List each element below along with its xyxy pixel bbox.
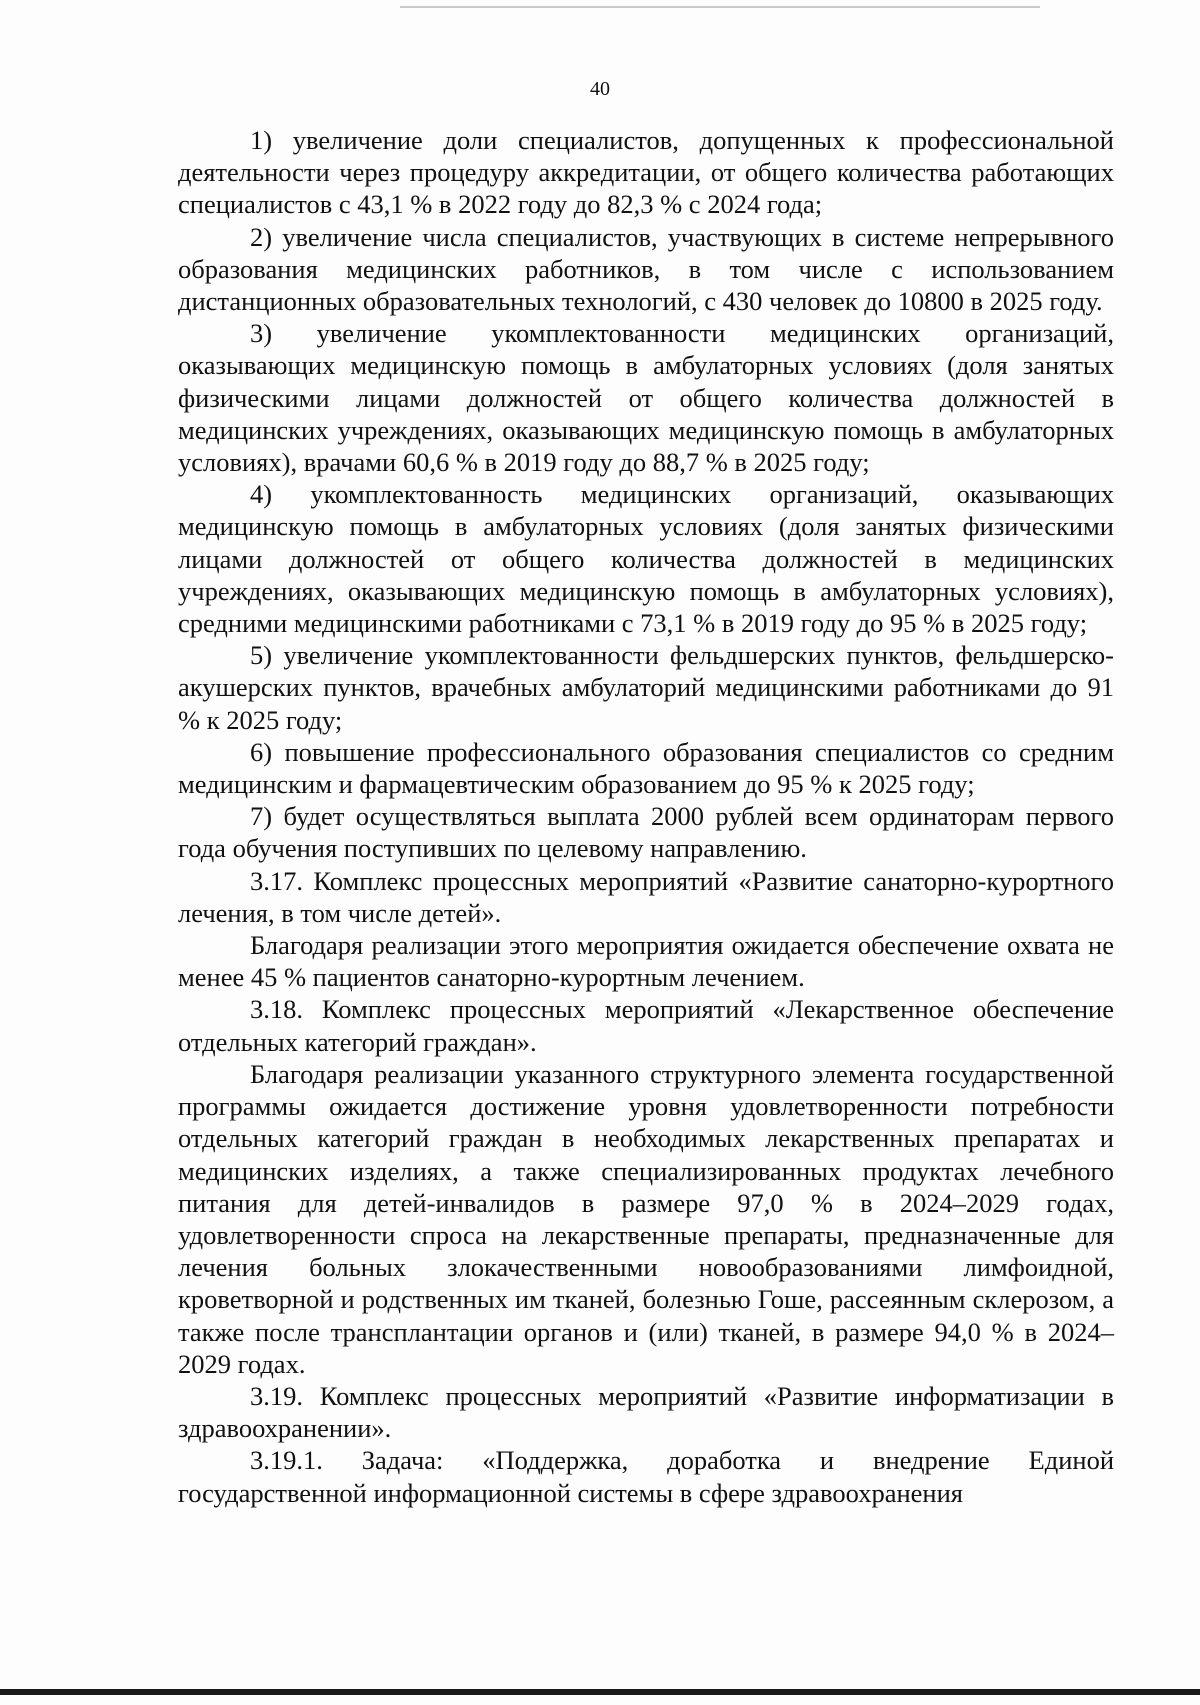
section-task-3-19-1: 3.19.1. Задача: «Поддержка, доработка и внедрение Единой государственной информационной системы в сфере здравоохранения bbox=[178, 1445, 1114, 1508]
paragraph-3-18-result: Благодаря реализации указанного структурного элемента государственной программы ожидается достижение уровня удовлетворенности потребности отдельных категорий граждан в необходимых лекарственных препаратах и медицинских изделиях, а также специализированных продуктах лечебного питания для детей-инвалидов в размере 97,0 % в 2024–2029 годах, удовлетворенности спроса на лекарственные препараты, предназначенные для лечения больных злокачественными новообразованиями лимфоидной, кроветворной и родственных им тканей, болезнью Гоше, рассеянным склерозом, а также после трансплантации органов и (или) тканей, в размере 94,0 % в 2024–2029 годах. bbox=[178, 1058, 1114, 1379]
paragraph-item-4: 4) укомплектованность медицинских организаций, оказывающих медицинскую помощь в амбулаторных условиях (доля занятых физическими лицами должностей от общего количества должностей в медицинских учреждениях, оказывающих медицинскую помощь в амбулаторных условиях), средними медицинскими работниками с 73,1 % в 2019 году до 95 % в 2025 году; bbox=[178, 479, 1114, 639]
paragraph-item-3: 3) увеличение укомплектованности медицинских организаций, оказывающих медицинскую помощь в амбулаторных условиях (доля занятых физическими лицами должностей от общего количества должностей в медицинских учреждениях, оказывающих медицинскую помощь в амбулаторных условиях), врачами 60,6 % в 2019 году до 88,7 % в 2025 году; bbox=[178, 318, 1114, 478]
document-body bbox=[178, 124, 1114, 1509]
scan-edge-bottom bbox=[0, 1689, 1200, 1695]
section-heading-3-17: 3.17. Комплекс процессных мероприятий «Развитие санаторно-курортного лечения, в том числе детей». bbox=[178, 865, 1114, 928]
scan-edge-top bbox=[400, 6, 1040, 8]
paragraph-3-17-result: Благодаря реализации этого мероприятия ожидается обеспечение охвата не менее 45 % пациентов санаторно-курортным лечением. bbox=[178, 930, 1114, 993]
section-heading-3-18: 3.18. Комплекс процессных мероприятий «Лекарственное обеспечение отдельных категорий граждан». bbox=[178, 994, 1114, 1057]
paragraph-item-1: 1) увеличение доли специалистов, допущенных к профессиональной деятельности через процедуру аккредитации, от общего количества работающих специалистов с 43,1 % в 2022 году до 82,3 % с 2024 года; bbox=[178, 125, 1114, 220]
paragraph-item-7: 7) будет осуществляться выплата 2000 рублей всем ординаторам первого года обучения поступивших по целевому направлению. bbox=[178, 801, 1114, 864]
paragraph-item-5: 5) увеличение укомплектованности фельдшерских пунктов, фельдшерско-акушерских пунктов, врачебных амбулаторий медицинскими работниками до 91 % к 2025 году; bbox=[178, 640, 1114, 735]
section-heading-3-19: 3.19. Комплекс процессных мероприятий «Развитие информатизации в здравоохранении». bbox=[178, 1380, 1114, 1444]
page-number: 40 bbox=[590, 78, 610, 100]
paragraph-item-6: 6) повышение профессионального образования специалистов со средним медицинским и фармацевтическим образованием до 95 % к 2025 году; bbox=[178, 736, 1114, 800]
paragraph-item-2: 2) увеличение числа специалистов, участвующих в системе непрерывного образования медицинских работников, в том числе с использованием дистанционных образовательных технологий, с 430 человек до 10800 в 2025 году. bbox=[178, 221, 1114, 317]
